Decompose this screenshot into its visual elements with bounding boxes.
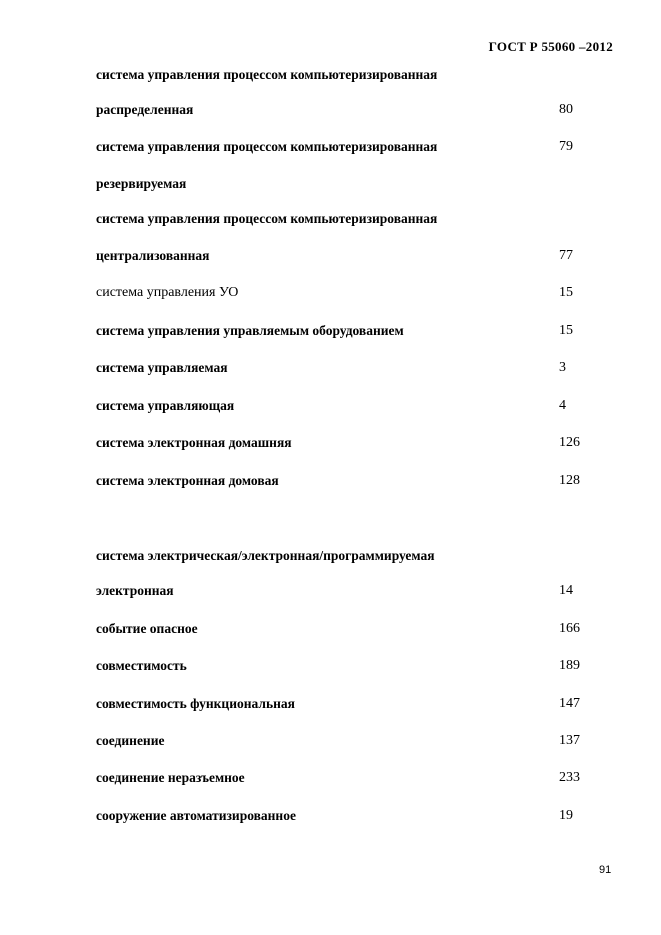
document-header: ГОСТ Р 55060 –2012 xyxy=(488,39,613,54)
index-term: система управления процессом компьютеризированная xyxy=(96,67,438,82)
index-line xyxy=(0,100,661,120)
index-term: система управления управляемым оборудованием xyxy=(96,323,404,338)
index-term: система управления УО xyxy=(96,285,239,300)
index-line xyxy=(0,65,661,85)
index-line xyxy=(0,209,661,229)
index-page-ref: 189 xyxy=(559,658,580,673)
index-line xyxy=(0,137,661,157)
index-line xyxy=(0,396,661,416)
index-line xyxy=(0,321,661,341)
index-page-ref: 19 xyxy=(559,808,573,823)
index-term: система управляющая xyxy=(96,398,235,413)
index-page-ref: 137 xyxy=(559,733,580,748)
index-term: система управления процессом компьютеризированная xyxy=(96,211,438,226)
index-term: соединение xyxy=(96,733,165,748)
index-term: система управляемая xyxy=(96,360,228,375)
index-page-ref: 3 xyxy=(559,360,566,375)
index-line xyxy=(0,546,661,566)
index-page-ref: 233 xyxy=(559,770,580,785)
index-page-ref: 147 xyxy=(559,696,580,711)
index-term: система электронная домашняя xyxy=(96,435,292,450)
index-page-ref: 128 xyxy=(559,473,580,488)
index-term: совместимость xyxy=(96,658,187,673)
index-term: соединение неразъемное xyxy=(96,770,245,785)
index-term: централизованная xyxy=(96,248,210,263)
index-line xyxy=(0,656,661,676)
index-line xyxy=(0,358,661,378)
index-line xyxy=(0,433,661,453)
index-line xyxy=(0,581,661,601)
index-line xyxy=(0,283,661,303)
index-term: совместимость функциональная xyxy=(96,696,295,711)
index-term: система электронная домовая xyxy=(96,473,279,488)
index-term: система управления процессом компьютеризированная xyxy=(96,139,438,154)
index-line xyxy=(0,174,661,194)
index-line xyxy=(0,806,661,826)
index-page-ref: 166 xyxy=(559,621,580,636)
index-line xyxy=(0,768,661,788)
index-line xyxy=(0,246,661,266)
index-term: сооружение автоматизированное xyxy=(96,808,296,823)
index-page-ref: 126 xyxy=(559,435,580,450)
index-term: резервируемая xyxy=(96,176,187,191)
index-page-ref: 14 xyxy=(559,583,573,598)
index-page-ref: 15 xyxy=(559,323,573,338)
index-page-ref: 15 xyxy=(559,285,573,300)
index-line xyxy=(0,471,661,491)
index-page-ref: 79 xyxy=(559,139,573,154)
index-term: событие опасное xyxy=(96,621,198,636)
index-term: распределенная xyxy=(96,102,194,117)
index-term: электронная xyxy=(96,583,174,598)
index-line xyxy=(0,731,661,751)
index-page-ref: 77 xyxy=(559,248,573,263)
page-number: 91 xyxy=(599,864,612,876)
index-line xyxy=(0,694,661,714)
index-line xyxy=(0,619,661,639)
index-term: система электрическая/электронная/программируемая xyxy=(96,548,435,563)
index-page-ref: 80 xyxy=(559,102,573,117)
index-page-ref: 4 xyxy=(559,398,566,413)
